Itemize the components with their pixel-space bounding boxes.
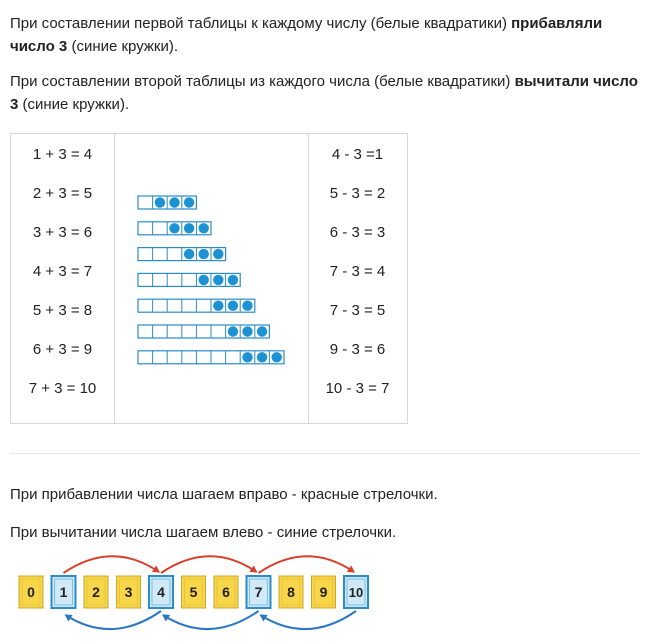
number-card-label: 2: [92, 584, 100, 600]
blue-circle: [228, 275, 238, 285]
box-row: [138, 351, 284, 364]
blue-circle: [169, 197, 179, 207]
number-card-label: 8: [287, 584, 295, 600]
addition-equation: 6 + 3 = 9: [32, 341, 93, 358]
boxes-illustration: [114, 134, 308, 424]
blue-circle: [213, 275, 223, 285]
blue-circle: [242, 352, 252, 362]
blue-circle: [213, 249, 223, 259]
p1-bold: прибавляли число 3: [10, 15, 603, 55]
red-arrow: [64, 556, 160, 573]
blue-circle: [184, 197, 194, 207]
number-card-label: 7: [254, 584, 263, 600]
addition-equation: 5 + 3 = 8: [32, 302, 93, 319]
box-row-frame: [138, 273, 240, 286]
intro-paragraph-subtraction: [10, 70, 640, 116]
number-card: [117, 576, 141, 608]
subtraction-column: [308, 134, 407, 423]
blue-circle: [184, 223, 194, 233]
red-arrow: [161, 556, 257, 573]
subtraction-equation: 9 - 3 = 6: [329, 341, 386, 358]
number-card: [19, 576, 43, 608]
subtraction-equation: 10 - 3 = 7: [325, 380, 390, 397]
blue-circle: [228, 301, 238, 311]
number-card: [344, 576, 368, 608]
p2-text-c: (синие кружки).: [18, 96, 130, 113]
p1-text-c: (синие кружки).: [67, 38, 179, 55]
addition-column: [11, 134, 115, 423]
number-card-label: 1: [59, 584, 68, 600]
blue-circle: [199, 275, 209, 285]
subtraction-equation: 7 - 3 = 5: [329, 302, 386, 319]
p2-bold: вычитали число 3: [10, 73, 638, 113]
number-card: [247, 576, 271, 608]
blue-arrow: [66, 611, 162, 629]
red-arrow: [259, 556, 355, 573]
box-row: [138, 299, 255, 312]
number-card-label: 9: [319, 584, 328, 600]
number-card: [52, 576, 76, 608]
blue-circle: [257, 352, 267, 362]
p2-text-a: При составлении второй таблицы из каждого числа (белые квадратики): [10, 73, 515, 90]
addition-rule-paragraph: При прибавлении числа шагаем вправо - красные стрелочки.: [10, 486, 438, 503]
number-card: [182, 576, 206, 608]
intro-paragraph-addition: [10, 12, 640, 58]
blue-arrow: [163, 611, 259, 629]
blue-circle: [199, 223, 209, 233]
blue-circle: [184, 249, 194, 259]
blue-circle: [242, 326, 252, 336]
number-card-label: 0: [27, 584, 35, 600]
blue-circle: [199, 249, 209, 259]
section-divider: [10, 453, 640, 454]
number-card-label: 10: [348, 585, 364, 600]
addition-equation: 3 + 3 = 6: [32, 224, 93, 241]
addition-equation: 4 + 3 = 7: [32, 263, 93, 280]
number-card: [214, 576, 238, 608]
blue-circle: [155, 197, 165, 207]
blue-circle: [257, 326, 267, 336]
blue-circle: [169, 223, 179, 233]
subtraction-equation: 6 - 3 = 3: [329, 224, 386, 241]
box-row: [138, 196, 196, 209]
blue-circle: [242, 301, 252, 311]
blue-circle: [213, 301, 223, 311]
box-row: [138, 325, 269, 338]
number-card-label: 5: [189, 584, 198, 600]
number-card-label: 3: [124, 584, 133, 600]
addition-equation: 2 + 3 = 5: [32, 185, 93, 202]
blue-circle: [228, 326, 238, 336]
addition-equation: 1 + 3 = 4: [32, 146, 93, 163]
blue-arrow: [261, 611, 357, 629]
box-row: [138, 273, 240, 286]
number-card: [149, 576, 173, 608]
number-card: [312, 576, 336, 608]
blue-circle: [272, 352, 282, 362]
subtraction-rule-paragraph: При вычитании числа шагаем влево - синие стрелочки.: [10, 524, 397, 541]
subtraction-equation: 7 - 3 = 4: [329, 263, 386, 280]
number-card: [279, 576, 303, 608]
box-row: [138, 222, 211, 235]
box-row: [138, 248, 226, 261]
boxes-column: [114, 134, 309, 423]
p1-text-a: При составлении первой таблицы к каждому числу (белые квадратики): [10, 15, 512, 32]
number-line: [0, 548, 647, 638]
number-card-label: 6: [222, 584, 230, 600]
equations-table: [10, 133, 408, 424]
number-card-label: 4: [157, 584, 165, 600]
number-card: [84, 576, 108, 608]
subtraction-equation: 5 - 3 = 2: [329, 185, 386, 202]
subtraction-equation: 4 - 3 =1: [331, 146, 384, 163]
addition-equation: 7 + 3 = 10: [28, 380, 97, 397]
